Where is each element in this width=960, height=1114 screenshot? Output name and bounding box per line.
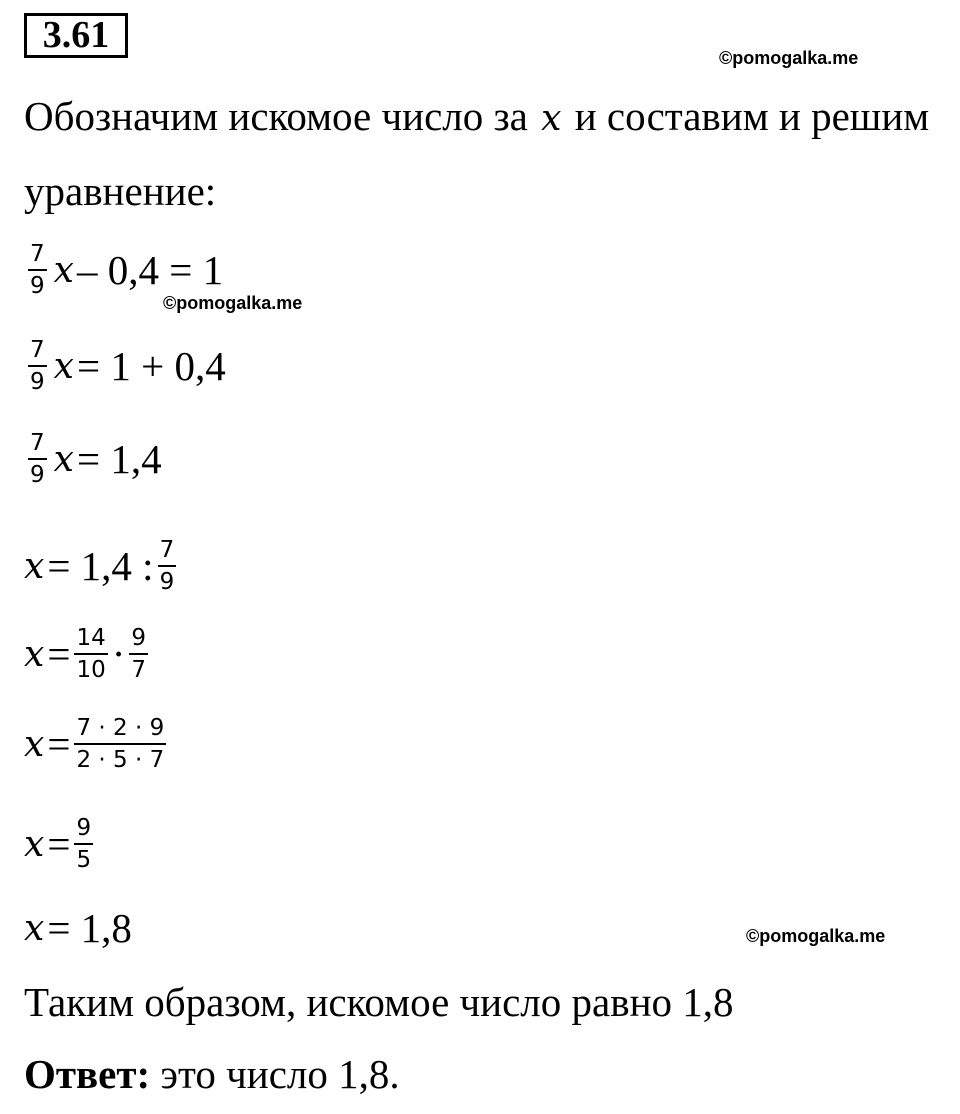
equation-step-5 (24, 614, 152, 694)
intro-line-1 (24, 92, 929, 143)
equation-rest: = 1,4 : (47, 543, 154, 589)
numerator: 7 (30, 240, 45, 267)
denominator: 2 · 5 · 7 (76, 746, 165, 773)
fraction-2 (129, 624, 148, 683)
equation-step-7 (24, 804, 97, 884)
fraction (28, 336, 47, 395)
fraction (28, 240, 47, 299)
multiply-dot: · (111, 631, 126, 677)
intro-text-2: и составим и решим (574, 93, 930, 139)
denominator: 10 (76, 656, 106, 683)
numerator: 9 (76, 814, 92, 841)
watermark-top: ©pomogalka.me (719, 48, 859, 68)
answer-text: это число 1,8. (160, 1051, 400, 1097)
denominator: 9 (159, 568, 175, 595)
equation-step-8 (24, 888, 132, 968)
denominator: 5 (76, 846, 92, 873)
problem-number: 3.61 (24, 13, 128, 58)
watermark-middle: ©pomogalka.me (163, 293, 303, 313)
fraction (74, 814, 93, 873)
conclusion: Таким образом, искомое число равно 1,8 (24, 979, 734, 1025)
denominator: 9 (30, 272, 45, 299)
denominator: 9 (30, 461, 45, 488)
equation-rest: = 1,8 (47, 905, 132, 951)
denominator: 9 (30, 368, 45, 395)
equation-rest: = 1,4 (76, 436, 162, 482)
equation-step-3 (24, 419, 162, 499)
equation-rest: = 1 + 0,4 (76, 343, 226, 389)
fraction (28, 429, 47, 488)
numerator: 9 (131, 624, 147, 651)
variable-x: x (541, 98, 562, 139)
fraction-1 (74, 624, 107, 683)
numerator: 7 · 2 · 9 (76, 714, 165, 741)
intro-line-2: уравнение: (24, 168, 217, 214)
variable-x: x (53, 345, 74, 387)
variable-x: x (53, 438, 74, 480)
variable-x: x (53, 249, 74, 291)
equals-sign: = (47, 631, 71, 677)
equation-step-6 (24, 704, 170, 784)
fraction (74, 714, 166, 773)
answer-label: Ответ: (24, 1051, 151, 1097)
equals-sign: = (47, 721, 71, 767)
variable-x: x (24, 907, 45, 949)
denominator: 7 (131, 656, 147, 683)
numerator: 14 (76, 624, 106, 651)
equation-rest: – 0,4 = 1 (76, 247, 224, 293)
answer (24, 1050, 400, 1098)
equation-step-4 (24, 526, 180, 606)
numerator: 7 (30, 429, 45, 456)
variable-x: x (24, 723, 45, 765)
intro-text-1: Обозначим искомое число за (24, 93, 528, 139)
numerator: 7 (159, 536, 175, 563)
variable-x: x (24, 633, 45, 675)
variable-x: x (24, 545, 45, 587)
watermark-bottom: ©pomogalka.me (746, 926, 886, 946)
numerator: 7 (30, 336, 45, 363)
fraction (158, 536, 177, 595)
equation-step-2 (24, 326, 226, 406)
variable-x: x (24, 823, 45, 865)
equals-sign: = (47, 821, 71, 867)
